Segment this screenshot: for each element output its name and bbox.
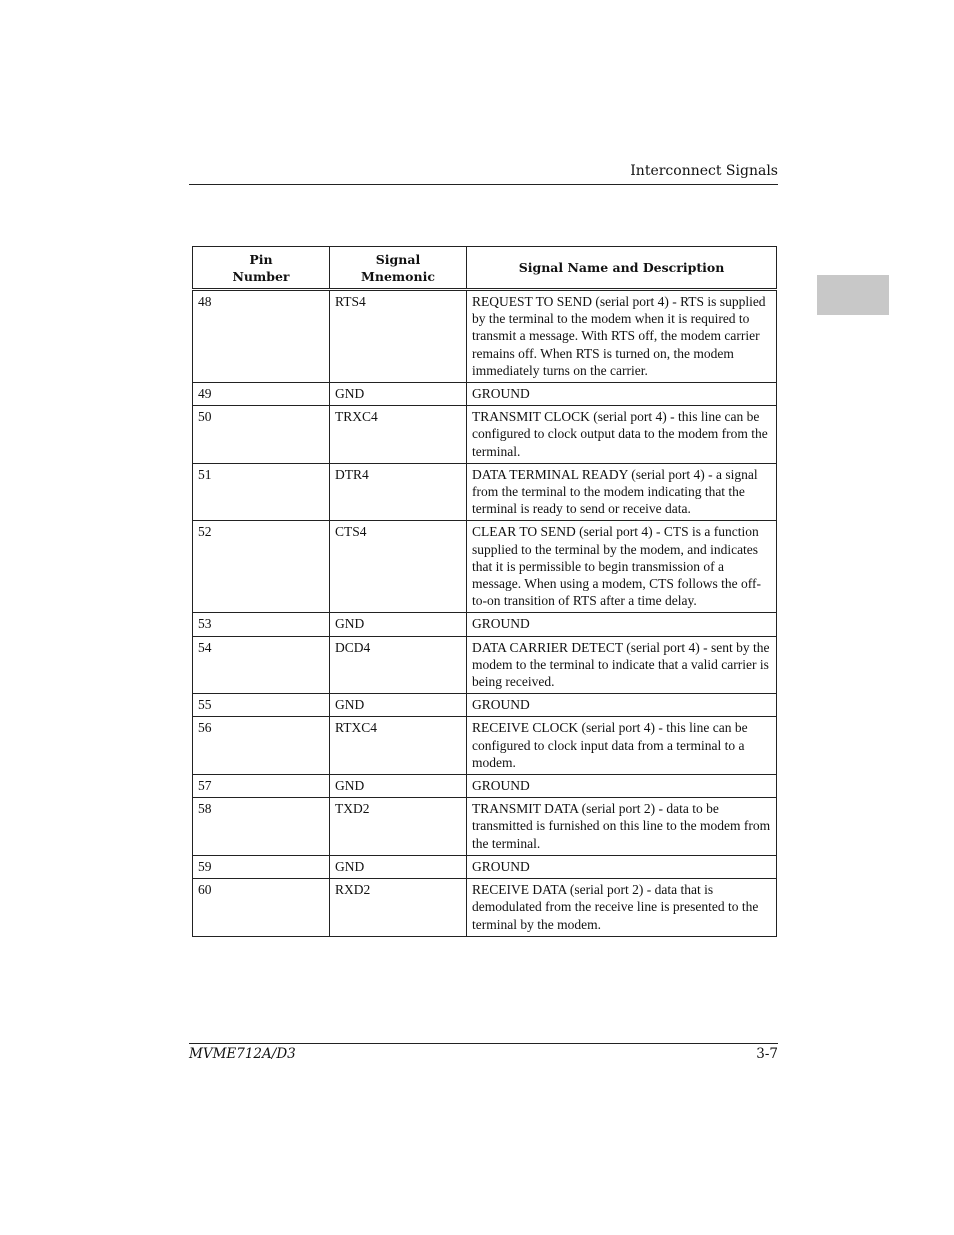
table-row: [193, 717, 777, 775]
running-head: Interconnect Signals: [630, 163, 778, 179]
signal-description-cell: TRANSMIT CLOCK (serial port 4) - this line can be configured to clock output data to the modem from the terminal.: [467, 406, 777, 464]
signal-description-cell: DATA CARRIER DETECT (serial port 4) - sent by the modem to the terminal to indicate that a valid carrier is being received.: [467, 636, 777, 694]
signal-description-cell: GROUND: [467, 855, 777, 878]
table-row: [193, 636, 777, 694]
signal-mnemonic-cell: RTS4: [330, 290, 467, 383]
table-row: [193, 521, 777, 613]
footer-rule: [189, 1043, 778, 1044]
pin-number-cell: 52: [193, 521, 330, 613]
column-header-text: Signal Name and Description: [518, 260, 725, 275]
column-header-signal-mnemonic: [330, 247, 467, 290]
signal-description-cell: CLEAR TO SEND (serial port 4) - CTS is a function supplied to the terminal by the modem, and indicates that it is permissible to begin transmission of a message. When using a modem, CTS follows the off-to-on transition of RTS after a time delay.: [467, 521, 777, 613]
signal-mnemonic-cell: GND: [330, 855, 467, 878]
pin-number-cell: 50: [193, 406, 330, 464]
column-header-text: Signal: [375, 251, 421, 267]
column-header-text: Pin: [249, 251, 273, 267]
column-header-text: Mnemonic: [361, 268, 435, 284]
pin-number-cell: 59: [193, 855, 330, 878]
signal-mnemonic-cell: CTS4: [330, 521, 467, 613]
signal-table: [192, 246, 777, 937]
signal-description-cell: REQUEST TO SEND (serial port 4) - RTS is supplied by the terminal to the modem when it is required to transmit a message. With RTS off, the modem carrier remains off. When RTS is turned on, the modem immediately turns on the carrier.: [467, 290, 777, 383]
column-header-pin-number: [193, 247, 330, 290]
page-number: 3-7: [756, 1046, 778, 1062]
pin-number-cell: 48: [193, 290, 330, 383]
signal-mnemonic-cell: GND: [330, 694, 467, 717]
signal-mnemonic-cell: RXD2: [330, 879, 467, 937]
table-row: [193, 694, 777, 717]
signal-mnemonic-cell: DTR4: [330, 463, 467, 521]
column-header-text: Number: [232, 268, 290, 284]
pin-number-cell: 58: [193, 798, 330, 856]
column-header-signal-description: [467, 247, 777, 290]
signal-description-cell: TRANSMIT DATA (serial port 2) - data to be transmitted is furnished on this line to the modem from the terminal.: [467, 798, 777, 856]
signal-description-cell: RECEIVE DATA (serial port 2) - data that is demodulated from the receive line is presented to the terminal by the modem.: [467, 879, 777, 937]
pin-number-cell: 54: [193, 636, 330, 694]
signal-description-cell: GROUND: [467, 694, 777, 717]
table-row: [193, 406, 777, 464]
signal-mnemonic-cell: TRXC4: [330, 406, 467, 464]
pin-number-cell: 53: [193, 613, 330, 636]
pin-number-cell: 51: [193, 463, 330, 521]
signal-mnemonic-cell: DCD4: [330, 636, 467, 694]
signal-mnemonic-cell: GND: [330, 383, 467, 406]
signal-mnemonic-cell: TXD2: [330, 798, 467, 856]
table-row: [193, 775, 777, 798]
table-row: [193, 383, 777, 406]
signal-mnemonic-cell: GND: [330, 775, 467, 798]
pin-number-cell: 49: [193, 383, 330, 406]
pin-number-cell: 56: [193, 717, 330, 775]
header-rule: [189, 184, 778, 185]
table-row: [193, 879, 777, 937]
pin-number-cell: 55: [193, 694, 330, 717]
pin-number-cell: 57: [193, 775, 330, 798]
table-row: [193, 613, 777, 636]
signal-description-cell: RECEIVE CLOCK (serial port 4) - this line can be configured to clock input data from a terminal to a modem.: [467, 717, 777, 775]
pin-number-cell: 60: [193, 879, 330, 937]
table-header-row: [193, 247, 777, 290]
signal-mnemonic-cell: RTXC4: [330, 717, 467, 775]
chapter-thumb-tab: [817, 275, 889, 315]
signal-description-cell: DATA TERMINAL READY (serial port 4) - a signal from the terminal to the modem indicating that the terminal is ready to send or receive data.: [467, 463, 777, 521]
signal-description-cell: GROUND: [467, 613, 777, 636]
table-row: [193, 290, 777, 383]
signal-description-cell: GROUND: [467, 383, 777, 406]
document-id: MVME712A/D3: [189, 1046, 296, 1062]
table-row: [193, 855, 777, 878]
signal-mnemonic-cell: GND: [330, 613, 467, 636]
signal-description-cell: GROUND: [467, 775, 777, 798]
table-row: [193, 798, 777, 856]
table-row: [193, 463, 777, 521]
